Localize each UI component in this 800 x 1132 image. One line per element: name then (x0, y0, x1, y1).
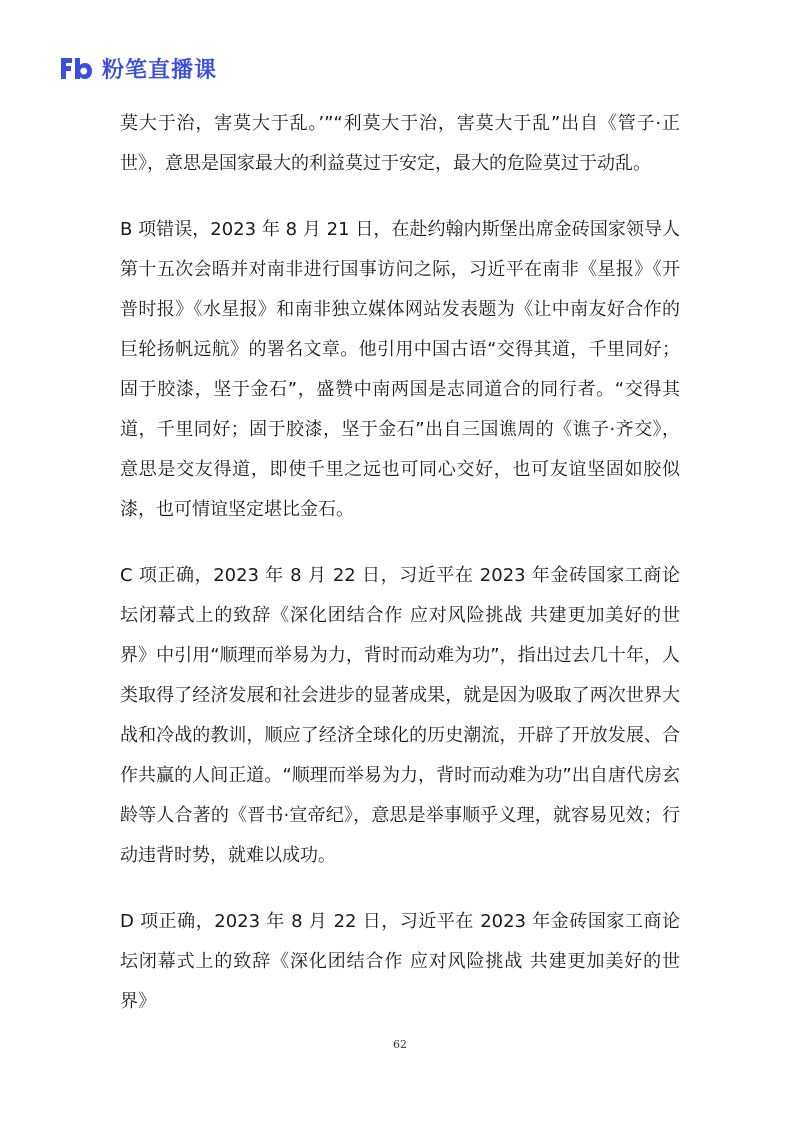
document-body (120, 104, 680, 1048)
brand-name: 粉笔直播课 (102, 57, 218, 83)
fb-logo-icon (58, 54, 94, 82)
paragraph-option-b: B 项错误，2023 年 8 月 21 日，在赴约翰内斯堡出席金砖国家领导人第十五次会晤并对南非进行国事访问之际，习近平在南非《星报》《开普时报》《水星报》和南非独立媒体网站发表题为《让中南友好合作的巨轮扬帆远航》的署名文章。他引用中国古语“交得其道，千里同好；固于胶漆，坚于金石”，盛赞中南两国是志同道合的同行者。“交得其道，千里同好；固于胶漆，坚于金石”出自三国谯周的《谯子·齐交》，意思是交友得道，即使千里之远也可同心交好，也可友谊坚固如胶似漆，也可情谊坚定堪比金石。 (120, 219, 680, 520)
paragraph-option-c: C 项正确，2023 年 8 月 22 日，习近平在 2023 年金砖国家工商论坛闭幕式上的致辞《深化团结合作 应对风险挑战 共建更加美好的世界》中引用“顺理而举易为力，背时而动难为功”，指出过去几十年，人类取得了经济发展和社会进步的显著成果，就是因为吸取了两次世界大战和冷战的教训，顺应了经济全球化的历史潮流，开辟了开放发展、合作共赢的人间正道。“顺理而举易为力，背时而动难为功”出自唐代房玄龄等人合著的《晋书·宣帝纪》，意思是举事顺乎义理，就容易见效；行动违背时势，就难以成功。 (120, 565, 680, 866)
header (58, 52, 217, 84)
paragraph-1: 莫大于治，害莫大于乱。’”“利莫大于治，害莫大于乱”出自《管子·正世》，意思是国家最大的利益莫过于安定，最大的危险莫过于动乱。 (120, 113, 680, 174)
page-number: 62 (393, 1038, 407, 1051)
paragraph-option-d: D 项正确，2023 年 8 月 22 日，习近平在 2023 年金砖国家工商论坛闭幕式上的致辞《深化团结合作 应对风险挑战 共建更加美好的世界》 (120, 911, 680, 1012)
